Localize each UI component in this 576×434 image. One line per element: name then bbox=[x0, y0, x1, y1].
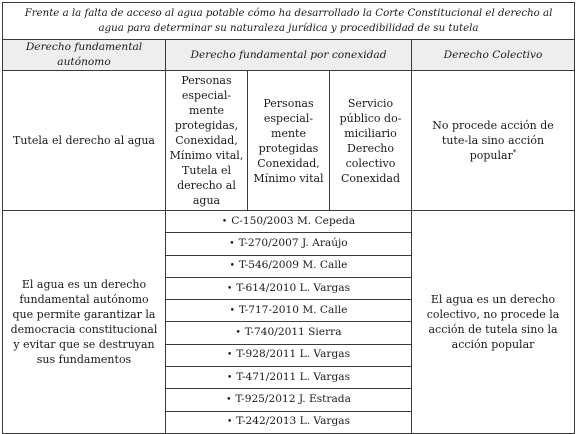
header-row bbox=[3, 40, 575, 71]
caption-row bbox=[3, 3, 575, 40]
cell-agua-autonomo: El agua es un derecho fundamental autónomo que permite garantizar la democracia constitucional y evitar que se destruyan sus fundamentos bbox=[3, 211, 166, 434]
bullet-icon: • bbox=[226, 372, 233, 383]
ruling-item bbox=[166, 233, 412, 255]
ruling-label: T-925/2012 J. Estrada bbox=[235, 393, 351, 406]
bullet-icon: • bbox=[226, 417, 233, 428]
bullet-icon: • bbox=[229, 305, 235, 316]
ruling-item bbox=[166, 411, 412, 433]
ruling-label: T-270/2007 J. Araújo bbox=[238, 236, 348, 249]
cell-conexidad-2: Personas especial-mente protegidas Conexidad, Mínimo vital bbox=[248, 71, 330, 211]
cell-no-procede bbox=[412, 71, 575, 211]
cell-conexidad-3: Servicio público do-miciliario Derecho colectivo Conexidad bbox=[330, 71, 412, 211]
bullet-icon: • bbox=[235, 328, 241, 339]
bullet-icon: • bbox=[226, 350, 233, 361]
bullet-icon: • bbox=[229, 261, 235, 272]
ruling-label: T-471/2011 L. Vargas bbox=[236, 370, 351, 383]
header-fundamental-conexidad: Derecho fundamental por conexidad bbox=[166, 40, 412, 71]
bullet-icon: • bbox=[229, 238, 235, 249]
bullet-icon: • bbox=[226, 395, 232, 406]
ruling-item bbox=[166, 367, 412, 389]
ruling-label: T-717-2010 M. Calle bbox=[238, 303, 348, 316]
footnote-mark: * bbox=[512, 148, 517, 157]
ruling-label: T-546/2009 M. Calle bbox=[238, 259, 348, 272]
ruling-label: T-242/2013 L. Vargas bbox=[236, 415, 351, 428]
ruling-label: T-614/2010 L. Vargas bbox=[236, 281, 351, 294]
bullet-icon: • bbox=[226, 283, 233, 294]
ruling-item bbox=[166, 322, 412, 344]
ruling-label: T-928/2011 L. Vargas bbox=[236, 348, 351, 361]
ruling-item bbox=[166, 211, 412, 233]
header-colectivo: Derecho Colectivo bbox=[412, 40, 575, 71]
cell-conexidad-1: Personas especial-mente protegidas, Conexidad, Mínimo vital, Tutela el derecho al agua bbox=[166, 71, 248, 211]
table-caption: Frente a la falta de acceso al agua potable cómo ha desarrollado la Corte Constitucional el derecho al agua para determinar su naturaleza jurídica y procedibilidad de su tutela bbox=[3, 3, 575, 40]
table-row bbox=[3, 71, 575, 211]
cell-tutela-agua: Tutela el derecho al agua bbox=[3, 71, 166, 211]
ruling-item bbox=[166, 300, 412, 322]
rights-table bbox=[2, 2, 575, 434]
ruling-item bbox=[166, 255, 412, 277]
bullet-icon: • bbox=[221, 216, 228, 227]
ruling-item bbox=[166, 344, 412, 366]
ruling-label: C-150/2003 M. Cepeda bbox=[231, 214, 356, 227]
ruling-label: T-740/2011 Sierra bbox=[244, 326, 342, 339]
header-fundamental-autonomo: Derecho fundamental autónomo bbox=[3, 40, 166, 71]
cell-agua-colectivo: El agua es un derecho colectivo, no procede la acción de tutela sino la acción popular bbox=[412, 211, 575, 434]
ruling-item bbox=[166, 389, 412, 411]
table-row bbox=[3, 211, 575, 233]
ruling-item bbox=[166, 277, 412, 299]
cell-no-procede-text: No procede acción de tute-la sino acción popular bbox=[432, 119, 554, 162]
